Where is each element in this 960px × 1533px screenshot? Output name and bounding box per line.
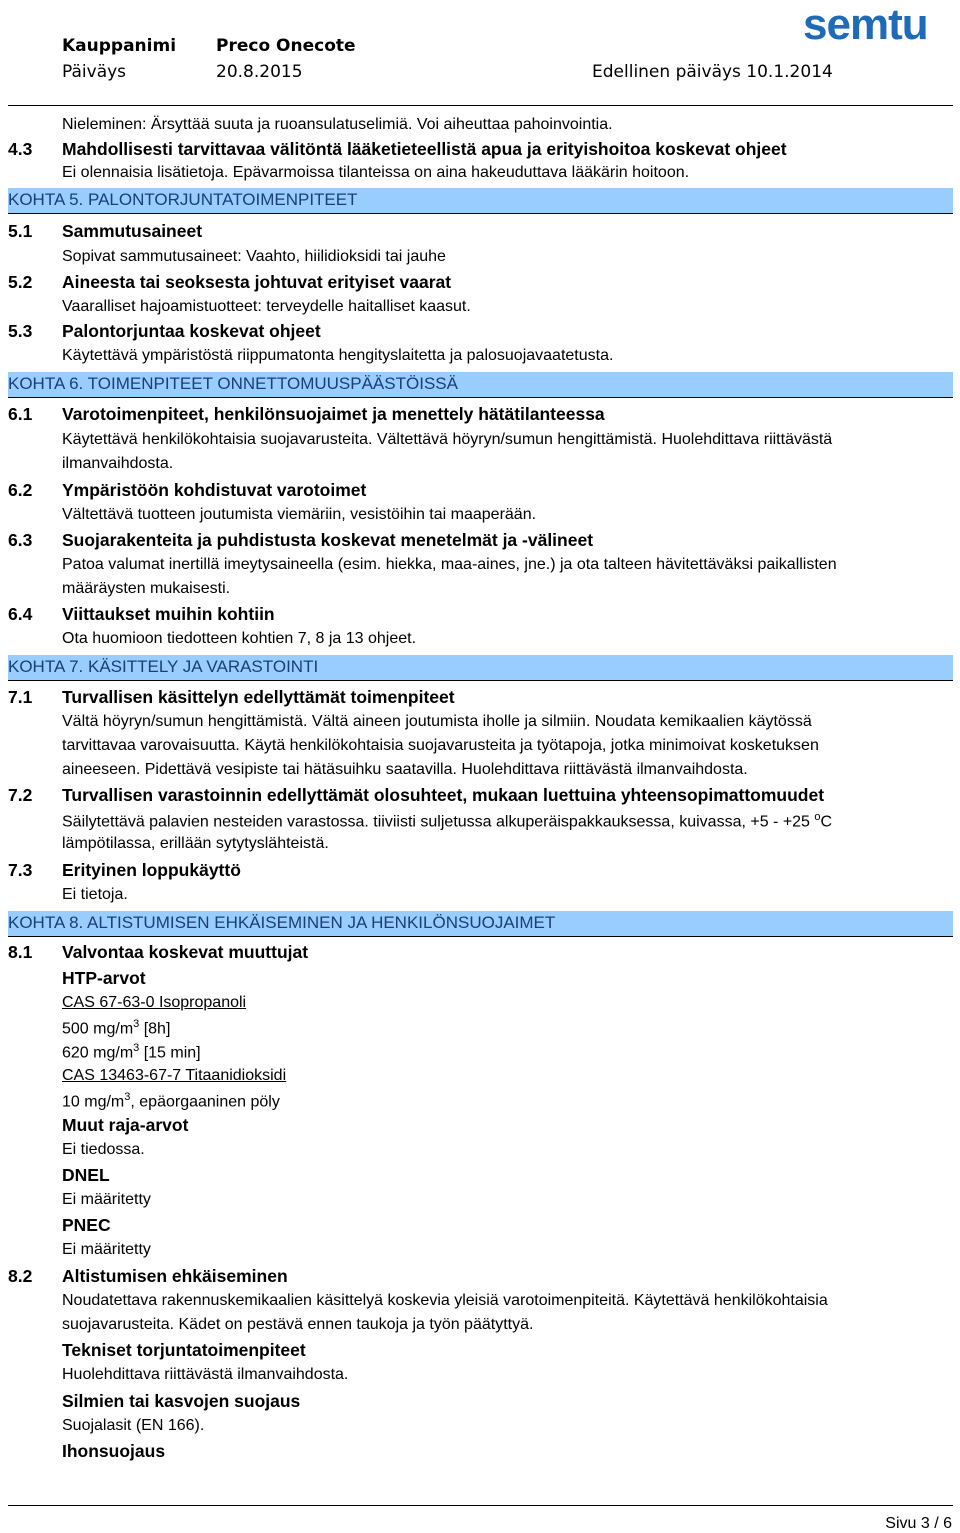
section-title-6-4: Viittaukset muihin kohtiin <box>62 604 275 624</box>
section-header-6-title: KOHTA 6. TOIMENPITEET ONNETTOMUUSPÄÄSTÖISSÄ <box>8 374 458 393</box>
section-text-6-3b: määräysten mukaisesti. <box>62 580 231 597</box>
section-title-7-2: Turvallisen varastoinnin edellyttämät olosuhteet, mukaan luettuina yhteensopimattomuudet <box>62 785 825 805</box>
section-header-7 <box>8 655 953 681</box>
section-number-6-4: 6.4 <box>8 604 33 624</box>
section-header-5 <box>8 188 953 214</box>
section-number-6-3: 6.3 <box>8 530 33 550</box>
section-text-6-4: Ota huomioon tiedotteen kohtien 7, 8 ja 13 ohjeet. <box>62 630 417 647</box>
product-label: Kauppanimi <box>62 36 177 56</box>
cas-titanium-dioxide: CAS 13463-67-7 Titaanidioksidi <box>62 1067 287 1084</box>
degree-mark: o <box>814 811 821 823</box>
section-header-8-title: KOHTA 8. ALTISTUMISEN EHKÄISEMINEN JA HENKILÖNSUOJAIMET <box>8 913 556 932</box>
htp-value-8h-period: [8h] <box>139 1020 171 1038</box>
section-text-7-2a <box>62 811 832 831</box>
technical-controls-text: Huolehdittava riittävästä ilmanvaihdosta. <box>62 1366 349 1383</box>
htp-value-15min-period: [15 min] <box>139 1044 201 1062</box>
section-text-6-2: Vältettävä tuotteen joutumista viemäriin, vesistöihin tai maaperään. <box>62 506 537 523</box>
section-text-5-3: Käytettävä ympäristöstä riippumatonta hengityslaitetta ja palosuojavaatetusta. <box>62 347 614 364</box>
section-title-4-3: Mahdollisesti tarvittavaa välitöntä lääketieteellistä apua ja erityishoitoa koskevat ohjeet <box>62 139 787 159</box>
section-title-8-2: Altistumisen ehkäiseminen <box>62 1266 288 1286</box>
htp-value-dust-exponent: 3 <box>124 1091 131 1103</box>
section-title-5-1: Sammutusaineet <box>62 221 203 241</box>
htp-value-8h-exponent: 3 <box>133 1018 140 1030</box>
section-text-7-2b: lämpötilassa, erillään sytytyslähteistä. <box>62 835 329 852</box>
htp-value-8h <box>62 1018 170 1038</box>
htp-value-dust-note: , epäorgaaninen pöly <box>130 1093 280 1111</box>
semtu-logo: semtu <box>803 0 928 49</box>
skin-protection-heading: Ihonsuojaus <box>62 1441 166 1461</box>
section-title-6-3: Suojarakenteita ja puhdistusta koskevat menetelmät ja -välineet <box>62 530 594 550</box>
htp-value-8h-amount: 500 mg/m <box>62 1020 134 1038</box>
section-number-7-1: 7.1 <box>8 687 33 707</box>
section-number-7-2: 7.2 <box>8 785 33 805</box>
pnec-heading: PNEC <box>62 1215 111 1235</box>
section-title-5-2: Aineesta tai seoksesta johtuvat erityiset vaarat <box>62 272 452 292</box>
section-header-5-title: KOHTA 5. PALONTORJUNTATOIMENPITEET <box>8 190 358 209</box>
eye-protection-heading: Silmien tai kasvojen suojaus <box>62 1391 301 1411</box>
section-number-5-3: 5.3 <box>8 321 33 341</box>
section-text-7-3: Ei tietoja. <box>62 886 128 903</box>
other-limits-value: Ei tiedossa. <box>62 1141 145 1158</box>
header-divider <box>8 105 953 106</box>
section-title-8-1: Valvontaa koskevat muuttujat <box>62 942 309 962</box>
date-label: Päiväys <box>62 62 127 82</box>
section-number-5-1: 5.1 <box>8 221 33 241</box>
htp-value-dust-amount: 10 mg/m <box>62 1093 125 1111</box>
storage-text: Säilytettävä palavien nesteiden varastossa. tiiviisti suljetussa alkuperäispakkauksessa, kuivassa, +5 - +25 <box>62 813 810 831</box>
previous-date: Edellinen päiväys 10.1.2014 <box>592 62 833 82</box>
section-header-8 <box>8 911 953 937</box>
section-number-4-3: 4.3 <box>8 139 33 159</box>
product-name: Preco Onecote <box>216 36 356 56</box>
section-title-7-3: Erityinen loppukäyttö <box>62 860 241 880</box>
section-text-5-2: Vaaralliset hajoamistuotteet: terveydelle haitalliset kaasut. <box>62 298 471 315</box>
section-text-6-3a: Patoa valumat inertillä imeytysaineella (esim. hiekka, maa-aines, jne.) ja ota talteen hävitettäväksi paikallisten <box>62 556 837 573</box>
section-number-6-2: 6.2 <box>8 480 33 500</box>
dnel-heading: DNEL <box>62 1165 110 1185</box>
section-text-7-1b: tarvittavaa varovaisuutta. Käytä henkilökohtaisia suojavarusteita ja työtapoja, jotka minimoivat kosketuksen <box>62 737 819 754</box>
cas-isopropanol: CAS 67-63-0 Isopropanoli <box>62 994 247 1011</box>
section-header-7-title: KOHTA 7. KÄSITTELY JA VARASTOINTI <box>8 657 319 676</box>
section-header-6 <box>8 372 953 398</box>
section-number-5-2: 5.2 <box>8 272 33 292</box>
section-text-5-1: Sopivat sammutusaineet: Vaahto, hiilidioksidi tai jauhe <box>62 248 446 265</box>
htp-heading: HTP-arvot <box>62 968 146 988</box>
eye-protection-text: Suojalasit (EN 166). <box>62 1417 205 1434</box>
pnec-value: Ei määritetty <box>62 1241 151 1258</box>
swallow-text: Nieleminen: Ärsyttää suuta ja ruoansulatuselimiä. Voi aiheuttaa pahoinvointia. <box>62 116 613 133</box>
htp-value-dust <box>62 1091 280 1111</box>
page-number: Sivu 3 / 6 <box>885 1515 952 1532</box>
section-number-7-3: 7.3 <box>8 860 33 880</box>
htp-value-15min <box>62 1042 201 1062</box>
htp-value-15min-exponent: 3 <box>133 1042 140 1054</box>
section-text-8-2b: suojavarusteita. Kädet on pestävä ennen taukoja ja työn päätyttyä. <box>62 1316 534 1333</box>
section-title-5-3: Palontorjuntaa koskevat ohjeet <box>62 321 321 341</box>
section-title-6-1: Varotoimenpiteet, henkilönsuojaimet ja menettely hätätilanteessa <box>62 404 605 424</box>
section-number-6-1: 6.1 <box>8 404 33 424</box>
other-limits-heading: Muut raja-arvot <box>62 1115 189 1135</box>
section-title-6-2: Ympäristöön kohdistuvat varotoimet <box>62 480 367 500</box>
section-number-8-2: 8.2 <box>8 1266 33 1286</box>
dnel-value: Ei määritetty <box>62 1191 151 1208</box>
section-text-7-1c: aineeseen. Pidettävä vesipiste tai hätäsuihku saatavilla. Huolehdittava riittävästä ilmanvaihdosta. <box>62 761 748 778</box>
section-text-6-1b: ilmanvaihdosta. <box>62 455 174 472</box>
technical-controls-heading: Tekniset torjuntatoimenpiteet <box>62 1340 306 1360</box>
section-text-8-2a: Noudatettava rakennuskemikaalien käsittelyä koskevia yleisiä varotoimenpiteitä. Käytettävä henkilökohtaisia <box>62 1292 828 1309</box>
section-title-7-1: Turvallisen käsittelyn edellyttämät toimenpiteet <box>62 687 455 707</box>
footer-divider <box>8 1505 953 1506</box>
document-date: 20.8.2015 <box>216 62 303 82</box>
section-text-7-1a: Vältä höyryn/sumun hengittämistä. Vältä aineen joutumista iholle ja silmiin. Noudata kemikaalien käytössä <box>62 713 812 730</box>
section-text-6-1a: Käytettävä henkilökohtaisia suojavarusteita. Vältettävä höyryn/sumun hengittämistä. Huolehdittava riittävästä <box>62 431 833 448</box>
section-number-8-1: 8.1 <box>8 942 33 962</box>
section-text-4-3: Ei olennaisia lisätietoja. Epävarmoissa tilanteissa on aina hakeuduttava lääkärin hoitoon. <box>62 164 690 181</box>
htp-value-15min-amount: 620 mg/m <box>62 1044 134 1062</box>
celsius-unit: C <box>820 813 833 831</box>
